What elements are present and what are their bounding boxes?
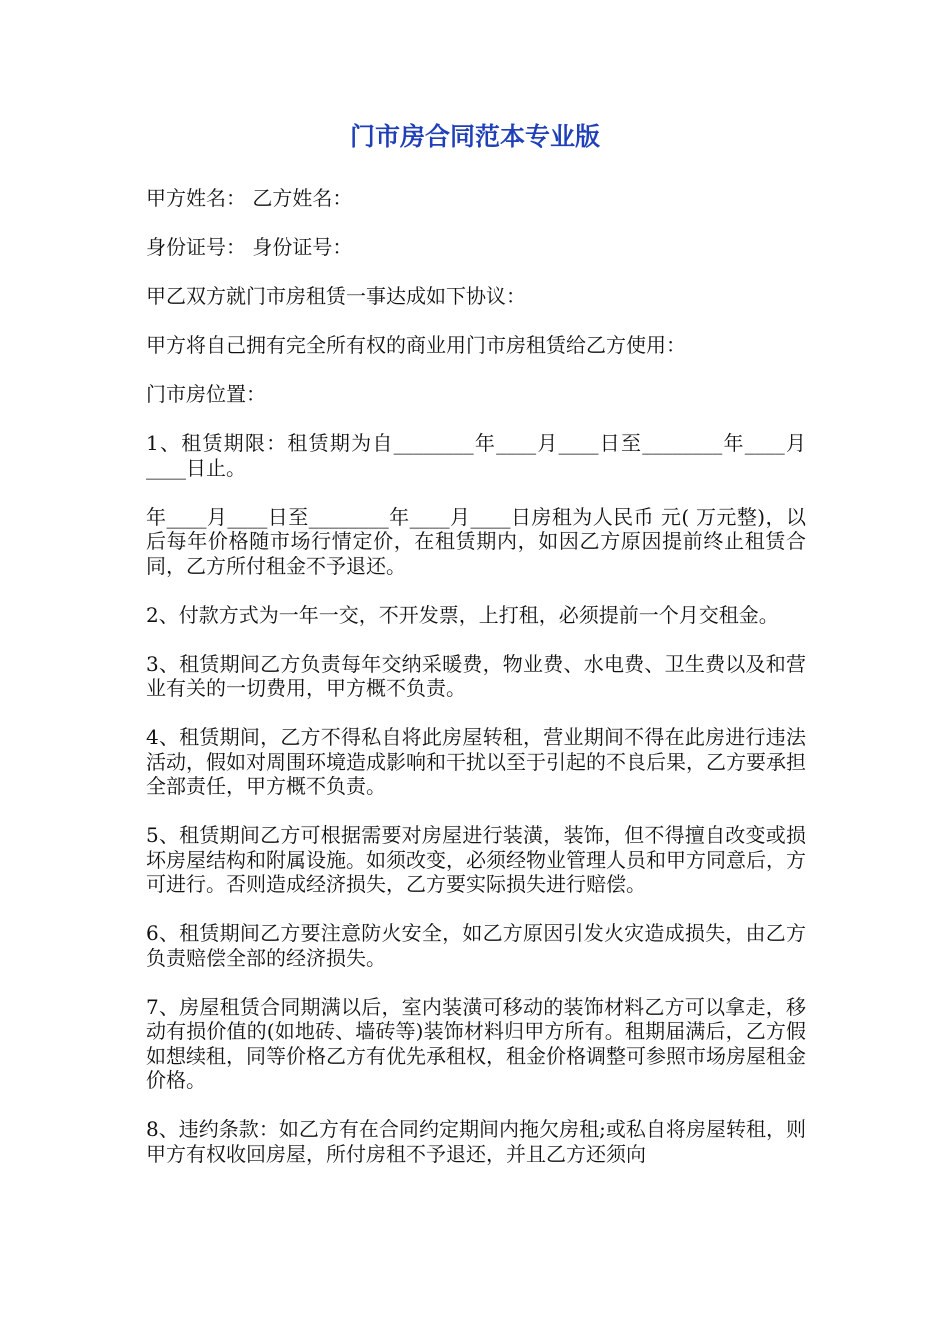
document-body (146, 186, 806, 1191)
clause-2-payment: 2、付款方式为一年一交，不开发票，上打租，必须提前一个月交租金。 (146, 602, 779, 627)
document-title: 门市房合同范本专业版 (349, 122, 600, 151)
id-number-line: 身份证号： 身份证号： (146, 235, 353, 259)
clause-1-lease-term: 1、租赁期限：租赁期为自________年____月____日至________年____月____日止。 (146, 431, 806, 480)
clause-3-fees: 3、租赁期间乙方负责每年交纳采暖费，物业费、水电费、卫生费以及和营业有关的一切费用，甲方概不负责。 (146, 651, 806, 700)
party-names-line: 甲方姓名： 乙方姓名： (146, 186, 353, 210)
clause-6-fire-safety: 6、租赁期间乙方要注意防火安全，如乙方原因引发火灾造成损失，由乙方负责赔偿全部的经济损失。 (146, 921, 806, 970)
clause-7-expiry: 7、房屋租赁合同期满以后，室内装潢可移动的装饰材料乙方可以拿走，移动有损价值的(如地砖、墙砖等)装饰材料归甲方所有。租期届满后，乙方假如想续租，同等价格乙方有优先承租权，租金价格调整可参照市场房屋租金价格。 (146, 994, 806, 1092)
clause-8-breach: 8、违约条款：如乙方有在合同约定期间内拖欠房租;或私自将房屋转租，则甲方有权收回房屋，所付房租不予退还，并且乙方还须向 (146, 1117, 806, 1166)
agreement-intro: 甲乙双方就门市房租赁一事达成如下协议： (146, 284, 526, 308)
lease-statement: 甲方将自己拥有完全所有权的商业用门市房租赁给乙方使用： (146, 333, 686, 357)
clause-rent-amount: 年____月____日至________年____月____日房租为人民币 元( 万元整)，以后每年价格随市场行情定价，在租赁期内，如因乙方原因提前终止租赁合同，乙方所付租金不予退还。 (146, 504, 806, 578)
clause-5-decoration: 5、租赁期间乙方可根据需要对房屋进行装潢，装饰，但不得擅自改变或损坏房屋结构和附属设施。如须改变，必须经物业管理人员和甲方同意后，方可进行。否则造成经济损失，乙方要实际损失进行赔偿。 (146, 823, 806, 896)
property-location: 门市房位置： (146, 382, 266, 406)
clause-4-sublease: 4、租赁期间，乙方不得私自将此房屋转租，营业期间不得在此房进行违法活动，假如对周围环境造成影响和干扰以至于引起的不良后果，乙方要承担全部责任，甲方概不负责。 (146, 725, 806, 798)
